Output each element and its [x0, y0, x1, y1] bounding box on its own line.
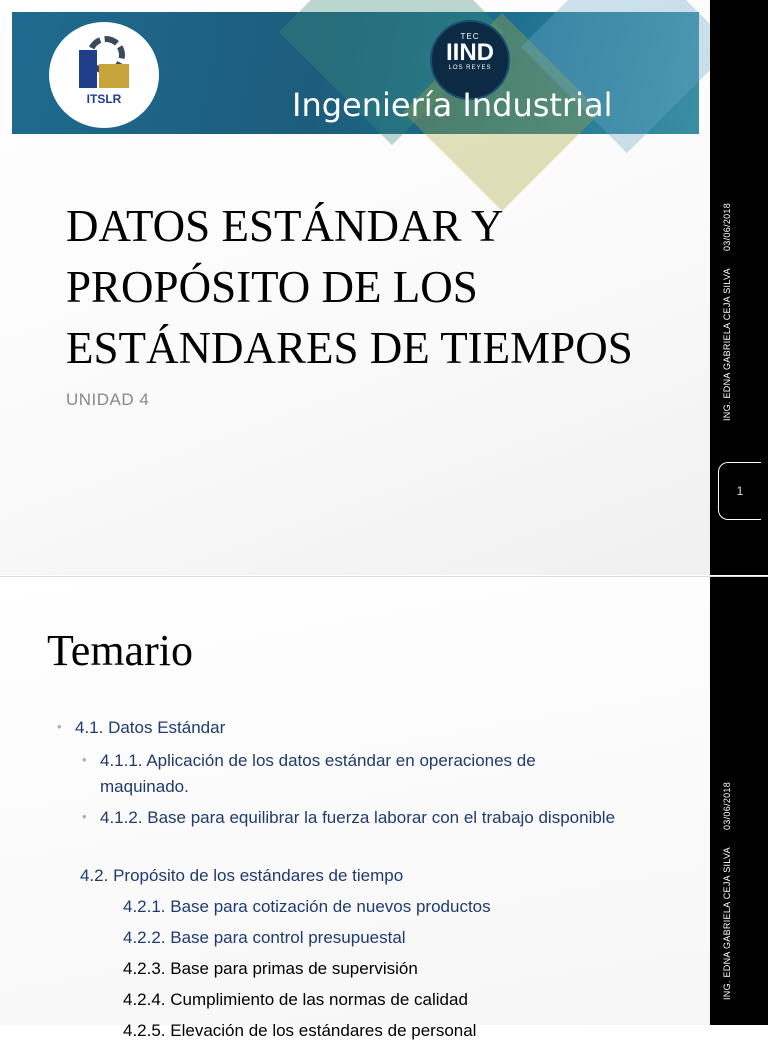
author-label: ING. EDNA GABRIELA CEJA SILVA	[722, 268, 732, 421]
slide-sidebar	[710, 577, 768, 1025]
slide-title: DATOS ESTÁNDAR Y PROPÓSITO DE LOS ESTÁNDARES DE TIEMPOS	[66, 201, 633, 373]
badge-sub: LOS REYES	[448, 65, 492, 71]
sidebar-footer	[722, 180, 750, 435]
date-label: 03/06/2018	[722, 782, 732, 831]
building-icon	[79, 50, 97, 88]
slide-title: Temario	[47, 626, 193, 675]
badge-top: TEC	[460, 32, 480, 41]
list-item: 4.2.2. Base para control presupuestal	[123, 928, 406, 947]
list-item: 4.1.1. Aplicación de los datos estándar en operaciones de maquinado.	[100, 751, 536, 796]
bullet-icon: •	[57, 719, 62, 734]
list-item: 4.2.3. Base para primas de supervisión	[123, 959, 418, 978]
banner-title: Ingeniería Industrial	[292, 86, 613, 124]
itslr-logo	[49, 22, 159, 128]
slide-number: 1	[718, 462, 761, 520]
slide-subtitle: UNIDAD 4	[66, 390, 150, 409]
header-banner	[12, 12, 699, 134]
list-item: 4.2. Propósito de los estándares de tiempo	[80, 866, 404, 885]
list-item: 4.2.1. Base para cotización de nuevos productos	[123, 897, 491, 916]
logo-text: ITSLR	[86, 92, 122, 106]
sidebar-footer	[722, 759, 750, 1014]
bullet-icon: •	[82, 809, 87, 824]
author-label: ING. EDNA GABRIELA CEJA SILVA	[722, 847, 732, 1000]
slide-2	[0, 576, 768, 1040]
list-item: 4.1.2. Base para equilibrar la fuerza laborar con el trabajo disponible	[100, 808, 616, 827]
building-icon	[99, 64, 129, 88]
list-item: 4.2.5. Elevación de los estándares de personal	[123, 1021, 477, 1040]
bullet-icon: •	[82, 752, 87, 767]
list-item: 4.1. Datos Estándar	[75, 718, 226, 737]
slide-sidebar	[710, 0, 768, 575]
date-label: 03/06/2018	[722, 203, 732, 252]
badge-main: IIND	[446, 39, 494, 66]
list-item: 4.2.4. Cumplimiento de las normas de calidad	[123, 990, 468, 1009]
